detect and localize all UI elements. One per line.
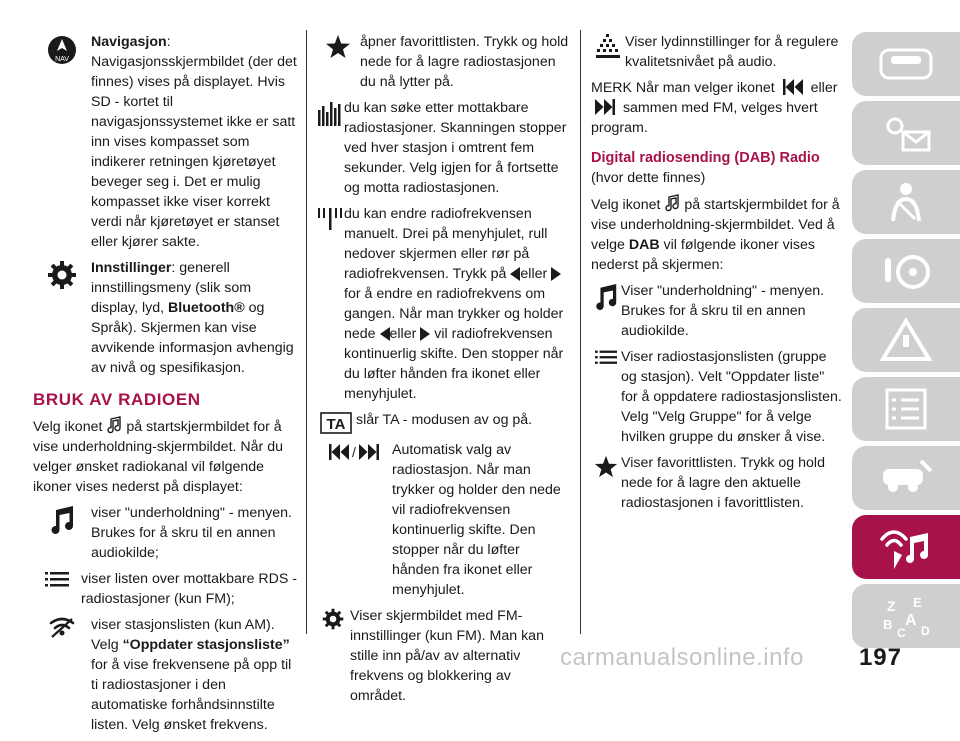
dab-music-text: Viser "underholdning" - menyen. Brukes for å skru til en annen audiokilde. (621, 283, 825, 339)
tab-index[interactable] (852, 584, 960, 648)
svg-text:C: C (897, 626, 906, 639)
tab-safety[interactable] (852, 170, 960, 234)
dab-list-item (591, 347, 843, 447)
svg-text:B: B (883, 617, 893, 632)
music-note-icon (33, 503, 91, 535)
settings-text-b: og Språk). Skjermen kan vise avvikende informasjon avhengig av nivå og spesifikasjon. (91, 300, 294, 376)
warning-triangle-icon (877, 317, 935, 363)
note-or: eller (810, 80, 838, 96)
warning-light-envelope-icon (877, 110, 935, 156)
chapter-tabs (852, 32, 960, 653)
navigation-title: Navigasjon (91, 34, 167, 50)
skip-slash: / (352, 444, 356, 460)
auto-text: Automatisk valg av radiostasjon. Når man trykker og holder den nede vil radiofrekvensen kontinuerlig skifte. Den stopper når du løfter hånden fra ikonet eller menyhjulet. (392, 442, 561, 598)
intro-paragraph (33, 416, 298, 497)
music-note-icon (106, 416, 122, 434)
dab-music-item (591, 281, 843, 341)
scan-icon (316, 98, 344, 128)
navigation-block (33, 32, 298, 252)
am-item (33, 615, 298, 735)
tune-or: eller (520, 266, 548, 282)
favorites-text: åpner favorittlisten. Trykk og hold nede for å lagre radiostasjonen du nå lytter på. (360, 34, 569, 90)
checklist-icon (877, 386, 935, 432)
svg-text:D: D (921, 624, 930, 638)
tab-multimedia[interactable] (852, 515, 960, 579)
equalizer-item (591, 32, 843, 72)
scan-text: du kan søke etter mottakbare radiostasjoner. Skanningen stopper ved hver stasjon i omtrent fem sekunder. Velg igjen for å fortsette og motta radiostasjonen. (344, 100, 567, 196)
note-paragraph (591, 78, 843, 138)
arrow-left-icon (380, 327, 390, 341)
list-icon (33, 569, 81, 587)
list-item-text: viser listen over mottakbare RDS - radiostasjoner (kun FM); (81, 571, 298, 607)
skip-back-icon (779, 79, 807, 95)
column-divider (306, 30, 307, 634)
arrow-left-icon (510, 267, 520, 281)
intro-text-b: på startskjermbildet for å vise underholdning-skjermbildet. Når du velger ønsket radiokanal vil følgende ikoner vises nederst på displayet: (33, 419, 283, 495)
tune-vil: vil (434, 326, 448, 342)
column-divider (580, 30, 581, 634)
arrow-right-icon (420, 327, 430, 341)
skip-forward-icon (591, 99, 619, 115)
signal-wave-icon (33, 615, 91, 639)
star-icon (591, 453, 621, 479)
dab-subtitle: (hvor dette finnes) (591, 170, 706, 186)
steering-wheel-icon (877, 248, 935, 294)
skip-back-icon (329, 444, 349, 460)
ta-text: slår TA - modusen av og på. (356, 412, 533, 428)
equalizer-text: Viser lydinnstillinger for å regulere kvalitetsnivået på audio. (625, 34, 839, 70)
tab-maintenance[interactable] (852, 377, 960, 441)
fm-settings-text: Viser skjermbildet med FM-innstillinger (kun FM). Man kan stille inn på/av av alternativ frekvens og blokkering av området. (350, 608, 544, 704)
am-text-a: viser stasjonslisten (kun AM). Velg (91, 617, 275, 653)
ta-badge: TA (326, 416, 346, 433)
tab-lights-messages[interactable] (852, 101, 960, 165)
list-icon (591, 347, 621, 365)
settings-title: Innstillinger (91, 260, 172, 276)
dab-favorites-item (591, 453, 843, 513)
skip-icons (316, 440, 392, 462)
svg-text:Z: Z (887, 598, 896, 614)
ta-item (316, 410, 570, 434)
tune-text-a: du kan endre radiofrekvensen manuelt. Drei på menyhjulet, rull nedover skjermen eller rør på radiofrekvensen. Trykk på (344, 206, 548, 282)
settings-text-a: : generell innstillingsmeny (slik som display, lyd, (91, 260, 252, 316)
nav-colon: : (166, 34, 171, 50)
intro-text-a: Velg ikonet (33, 419, 103, 435)
dab-bold: DAB (628, 237, 660, 253)
dab-text-b: på startskjermbildet for å vise underholdning-skjermbildet. Ved å velge (591, 197, 840, 253)
tab-driving[interactable] (852, 239, 960, 303)
tab-technical-data[interactable] (852, 446, 960, 510)
section-title: BRUK AV RADIOEN (33, 390, 201, 409)
car-dashboard-icon (877, 44, 935, 84)
tune-text-b: for å endre en radiofrekvens om gangen. Når man trykker og holder nede (344, 286, 564, 342)
dab-title: Digital radiosending (DAB) Radio (591, 150, 820, 166)
arrow-right-icon (551, 267, 561, 281)
am-text-b: for å vise frekvensene på opp til ti radiostasjoner i den automatiske forhåndsinnstilte listen. Velg ønsket frekvens. (91, 657, 292, 733)
navigation-icon (33, 32, 91, 66)
svg-text:A: A (905, 612, 917, 629)
multimedia-icon (876, 521, 936, 573)
dab-list-text: Viser radiostasjonslisten (gruppe og stasjon). Velt "Oppdater liste" for å oppdatere radiostasjonslisten. Velg "Velg Gruppe" for å velge hvilken gruppe du ønsker å vise. (621, 349, 842, 445)
nav-badge: NAV (55, 56, 69, 63)
wrench-car-icon (877, 455, 935, 501)
watermark: carmanualsonline.info (560, 644, 804, 671)
svg-text:E: E (913, 595, 922, 610)
column-2 (316, 32, 570, 712)
column-3 (591, 32, 843, 519)
tune-text-c: radiofrekvensen kontinuerlig skifte. Den stopper når du løfter hånden fra ikonet eller menyhjulet. (344, 326, 564, 402)
music-item (33, 503, 298, 563)
settings-block (33, 258, 298, 378)
ta-icon (316, 410, 356, 434)
fm-settings-item (316, 606, 570, 706)
page-number: 197 (858, 644, 902, 671)
seatbelt-icon (877, 179, 935, 225)
dab-text-c: vil følgende ikoner vises nederst på skjermen: (591, 237, 815, 273)
favorites-item (316, 32, 570, 92)
gear-icon (33, 258, 91, 290)
auto-item (316, 440, 570, 600)
gear-icon (316, 606, 350, 630)
dab-paragraph (591, 194, 843, 275)
music-note-icon (664, 194, 680, 212)
note-text-a: MERK Når man velger ikonet (591, 80, 775, 96)
dab-text-a: Velg ikonet (591, 197, 661, 213)
navigation-text: Navigasjonsskjermbildet (der det finnes) vises på displayet. Hvis SD - kortet til navigasjonssystemet ikke er satt inn vises kompasset som indikerer retningen kjøretøyet beveger seg i. Det er mulig kompasset ikke viser korrekt verdi når kjøretøyet er stanset eller kjører sakte. (91, 54, 297, 250)
tune-item (316, 204, 570, 404)
tab-emergency[interactable] (852, 308, 960, 372)
tab-dashboard[interactable] (852, 32, 960, 96)
star-icon (316, 32, 360, 60)
alphabet-index-icon (877, 593, 935, 639)
music-item-text: viser "underholdning" - menyen. Brukes for å skru til en annen audiokilde; (91, 505, 292, 561)
dab-favorites-text: Viser favorittlisten. Trykk og hold nede for å lagre den aktuelle radiostasjonen i favorittlisten. (621, 455, 825, 511)
equalizer-icon (591, 32, 625, 60)
music-note-icon (591, 281, 621, 311)
tune-icon (316, 204, 344, 230)
list-item (33, 569, 298, 609)
note-text-b: sammen med FM, velges hvert program. (591, 100, 818, 136)
column-1 (33, 32, 298, 741)
skip-forward-icon (359, 444, 379, 460)
tune-or-2: eller (389, 326, 417, 342)
scan-item (316, 98, 570, 198)
am-text-bold: “Oppdater stasjonsliste” (122, 637, 290, 653)
settings-bluetooth: Bluetooth® (168, 300, 245, 316)
